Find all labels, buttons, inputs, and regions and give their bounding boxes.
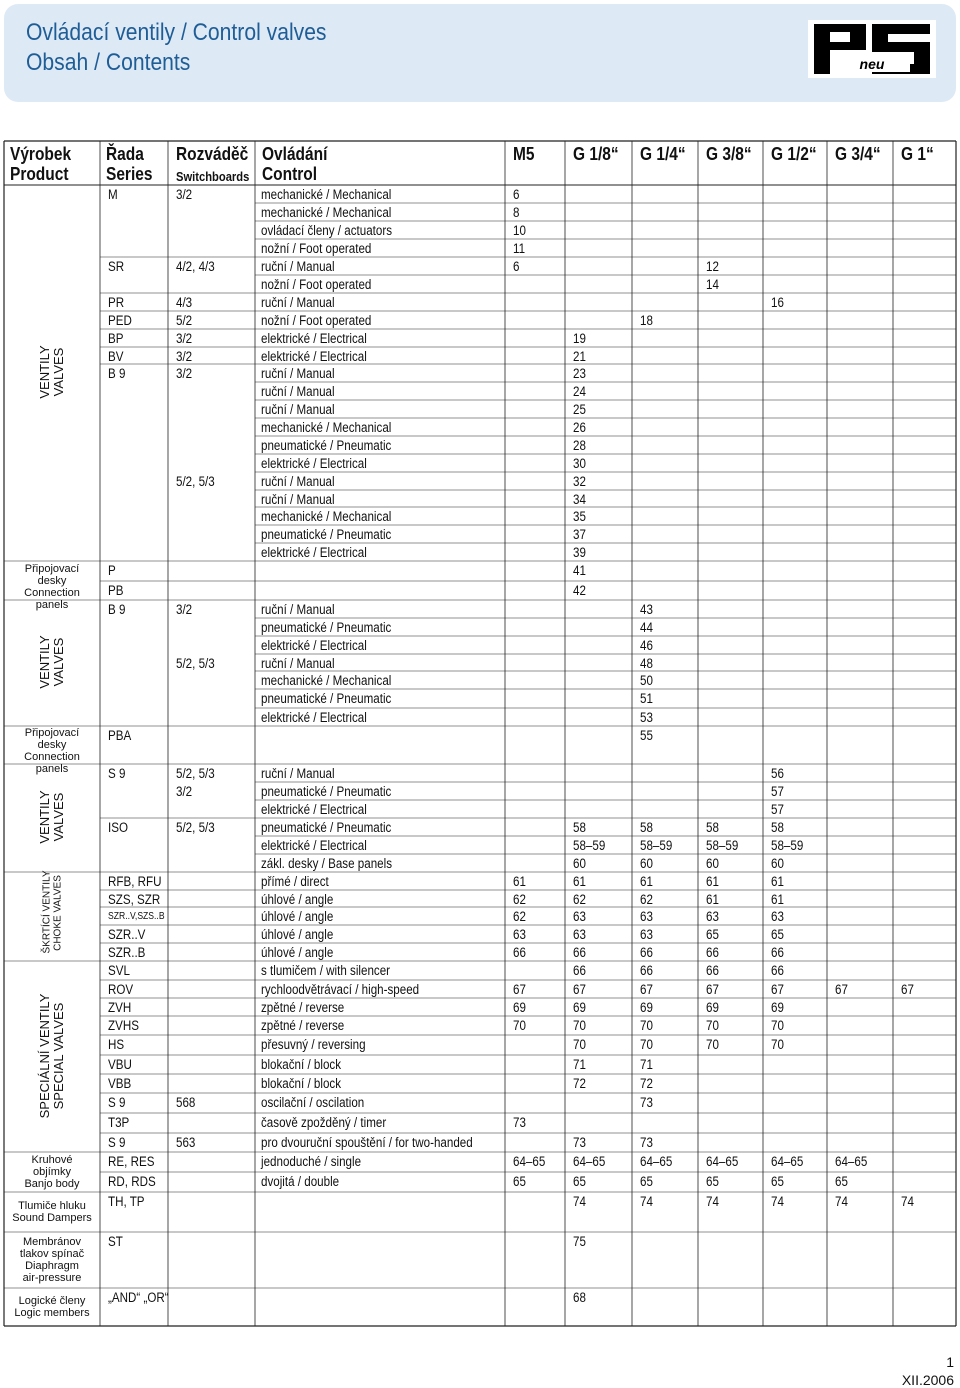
switchboard-cell: 3/2 (176, 187, 193, 202)
series-cell: RE, RES (108, 1154, 155, 1169)
control-cell: zpětné / reverse (261, 1000, 345, 1015)
page-ref: 23 (573, 366, 586, 381)
section-label-line: Logické členy (18, 1295, 86, 1307)
section-label-line: VENTILY (37, 790, 52, 844)
page-ref: 58–59 (640, 838, 673, 853)
control-cell: elektrické / Electrical (261, 456, 367, 471)
control-cell: ruční / Manual (261, 492, 335, 507)
switchboard-cell: 568 (176, 1095, 196, 1110)
series-cell: RD, RDS (108, 1174, 156, 1189)
header-size-6: G 1“ (901, 144, 934, 164)
page-ref: 73 (640, 1135, 653, 1150)
page-ref: 62 (513, 909, 526, 924)
control-cell: ruční / Manual (261, 402, 335, 417)
section-label-line: VENTILY (37, 635, 52, 689)
section-label-line: Připojovací desky (24, 562, 80, 587)
page-ref: 61 (640, 874, 653, 889)
series-cell: PBA (108, 728, 132, 743)
control-cell: blokační / block (261, 1076, 342, 1091)
page-ref: 18 (640, 313, 653, 328)
control-cell: mechanické / Mechanical (261, 187, 392, 202)
page-ref: 70 (573, 1037, 586, 1052)
section-label-line: VALVES (51, 347, 66, 397)
switchboard-cell: 4/2, 4/3 (176, 259, 215, 274)
page-ref: 69 (771, 1000, 784, 1015)
page-ref: 67 (513, 982, 526, 997)
page-ref: 66 (771, 945, 784, 960)
section-label (12, 1236, 92, 1284)
control-cell: ruční / Manual (261, 474, 335, 489)
page-ref: 58 (573, 820, 586, 835)
page-ref: 60 (706, 856, 719, 871)
page-ref: 65 (706, 1174, 719, 1189)
header-control-en: Control (262, 164, 318, 184)
page-ref: 62 (573, 892, 586, 907)
page-number: 1 (946, 1354, 954, 1370)
control-cell: blokační / block (261, 1057, 342, 1072)
series-cell: HS (108, 1037, 125, 1052)
page-ref: 66 (573, 963, 586, 978)
control-cell: pneumatické / Pneumatic (261, 438, 392, 453)
switchboard-cell: 5/2, 5/3 (176, 820, 215, 835)
page-ref: 70 (513, 1018, 526, 1033)
series-cell: BV (108, 349, 124, 364)
page-ref: 72 (640, 1076, 653, 1091)
series-cell: RFB, RFU (108, 874, 162, 889)
page-ref: 73 (573, 1135, 586, 1150)
control-cell: zpětné / reverse (261, 1018, 345, 1033)
series-cell: ZVH (108, 1000, 132, 1015)
section-label-line: Tlumiče hluku (18, 1200, 86, 1212)
series-cell: BP (108, 331, 124, 346)
control-cell: úhlové / angle (261, 945, 334, 960)
control-cell: elektrické / Electrical (261, 638, 367, 653)
page-ref: 61 (573, 874, 586, 889)
page-ref: 61 (771, 874, 784, 889)
page-ref: 19 (573, 331, 586, 346)
page-ref: 66 (573, 945, 586, 960)
control-cell: ruční / Manual (261, 602, 335, 617)
section-label-line: VALVES (51, 792, 66, 842)
switchboard-cell: 3/2 (176, 349, 193, 364)
control-cell: ruční / Manual (261, 366, 335, 381)
control-cell: nožní / Foot operated (261, 313, 372, 328)
control-cell: elektrické / Electrical (261, 545, 367, 560)
page-ref: 64–65 (573, 1154, 606, 1169)
page-ref: 57 (771, 802, 784, 817)
series-cell: SZS, SZR (108, 892, 161, 907)
section-label (38, 282, 66, 462)
page-ref: 37 (573, 527, 586, 542)
header-size-3: G 3/8“ (706, 144, 752, 164)
page-ref: 58 (706, 820, 719, 835)
logo-text: neu (859, 56, 885, 72)
section-label-line: Diaphragm (25, 1260, 79, 1272)
control-cell: ruční / Manual (261, 766, 335, 781)
page-ref: 16 (771, 295, 784, 310)
page-ref: 41 (573, 563, 586, 578)
section-label-line: Připojovací desky (24, 727, 80, 751)
section-label (38, 767, 66, 867)
page-ref: 28 (573, 438, 586, 453)
page-ref: 72 (573, 1076, 586, 1091)
section-label (41, 872, 63, 953)
page-ref: 74 (573, 1194, 586, 1209)
page-ref: 65 (835, 1174, 848, 1189)
section-label-line: Connection (24, 586, 80, 599)
page-ref: 58–59 (706, 838, 739, 853)
page-ref: 65 (771, 927, 784, 942)
control-cell: ruční / Manual (261, 295, 335, 310)
page-ref: 67 (706, 982, 719, 997)
page-ref: 58 (771, 820, 784, 835)
page-ref: 51 (640, 691, 653, 706)
page-ref: 64–65 (835, 1154, 868, 1169)
series-cell: SVL (108, 963, 130, 978)
page-ref: 63 (573, 927, 586, 942)
series-cell: PB (108, 583, 124, 598)
page-ref: 67 (771, 982, 784, 997)
switchboard-cell: 3/2 (176, 366, 193, 381)
control-cell: pneumatické / Pneumatic (261, 820, 392, 835)
control-cell: úhlové / angle (261, 892, 334, 907)
page-ref: 67 (640, 982, 653, 997)
series-cell: B 9 (108, 366, 126, 381)
control-cell: elektrické / Electrical (261, 349, 367, 364)
control-cell: nožní / Foot operated (261, 241, 372, 256)
page-ref: 64–65 (640, 1154, 673, 1169)
section-label (38, 603, 66, 721)
section-label (38, 966, 66, 1146)
page-ref: 62 (640, 892, 653, 907)
control-cell: elektrické / Electrical (261, 802, 367, 817)
header-control: Ovládání (262, 144, 328, 164)
control-cell: jednoduché / single (261, 1154, 362, 1169)
section-label-line: Banjo body (24, 1178, 80, 1190)
series-cell: SR (108, 259, 125, 274)
page-ref: 57 (771, 784, 784, 799)
series-cell: ISO (108, 820, 129, 835)
section-label-line: Logic members (14, 1307, 90, 1319)
control-cell: přímé / direct (261, 874, 329, 889)
edition-date: XII.2006 (901, 1372, 954, 1388)
series-cell: M (108, 187, 118, 202)
header-size-5: G 3/4“ (835, 144, 881, 164)
section-label-line: Membránov (22, 1236, 82, 1248)
header-product: Výrobek (10, 144, 72, 164)
switchboard-cell: 3/2 (176, 602, 193, 617)
series-cell: S 9 (108, 766, 126, 781)
page-ref: 65 (513, 1174, 526, 1189)
page-ref: 60 (573, 856, 586, 871)
series-cell: T3P (108, 1115, 130, 1130)
control-cell: úhlové / angle (261, 927, 334, 942)
page-ref: 32 (573, 474, 586, 489)
section-label-line: tlakov spínač (19, 1248, 85, 1260)
series-cell: ST (108, 1234, 123, 1249)
header-size-1: G 1/8“ (573, 144, 619, 164)
header-size-4: G 1/2“ (771, 144, 817, 164)
page-ref: 62 (513, 892, 526, 907)
control-cell: mechanické / Mechanical (261, 205, 392, 220)
control-cell: mechanické / Mechanical (261, 509, 392, 524)
section-label (12, 1295, 92, 1319)
section-label-line: Kruhové (31, 1154, 73, 1166)
switchboard-cell: 5/2, 5/3 (176, 656, 215, 671)
page-ref: 64–65 (513, 1154, 546, 1169)
page-ref: 34 (573, 492, 586, 507)
control-cell: mechanické / Mechanical (261, 420, 392, 435)
control-cell: ruční / Manual (261, 656, 335, 671)
page-ref: 70 (706, 1037, 719, 1052)
section-label-line: CHOKE VALVES (52, 874, 63, 951)
series-cell: SZR..B (108, 945, 146, 960)
control-cell: ruční / Manual (261, 259, 335, 274)
control-cell: pneumatické / Pneumatic (261, 527, 392, 542)
series-cell: VBU (108, 1057, 132, 1072)
page-ref: 61 (706, 874, 719, 889)
page-ref: 61 (706, 892, 719, 907)
page-ref: 56 (771, 766, 784, 781)
page-ref: 64–65 (706, 1154, 739, 1169)
page-ref: 71 (640, 1057, 653, 1072)
control-cell: dvojitá / double (261, 1174, 340, 1189)
series-cell: TH, TP (108, 1194, 145, 1209)
series-cell: P (108, 563, 116, 578)
control-cell: nožní / Foot operated (261, 277, 372, 292)
page-ref: 74 (901, 1194, 914, 1209)
header-switchboards: Rozváděč (176, 144, 249, 164)
page-ref: 63 (640, 909, 653, 924)
control-cell: mechanické / Mechanical (261, 673, 392, 688)
header-product-en: Product (10, 164, 69, 184)
switchboard-cell: 4/3 (176, 295, 193, 310)
page-ref: 74 (706, 1194, 719, 1209)
page-ref: 70 (640, 1018, 653, 1033)
switchboard-cell: 5/2, 5/3 (176, 474, 215, 489)
series-cell: PED (108, 313, 132, 328)
page-ref: 70 (706, 1018, 719, 1033)
page-ref: 35 (573, 509, 586, 524)
page-ref: 50 (640, 673, 653, 688)
series-cell: „AND“ „OR“ (108, 1290, 169, 1305)
page-ref: 63 (706, 909, 719, 924)
header-size-2: G 1/4“ (640, 144, 686, 164)
control-cell: oscilační / oscilation (261, 1095, 365, 1110)
page-ref: 66 (513, 945, 526, 960)
page-ref: 43 (640, 602, 653, 617)
page-ref: 66 (706, 945, 719, 960)
page-ref: 58 (640, 820, 653, 835)
page-ref: 21 (573, 349, 586, 364)
page-ref: 70 (573, 1018, 586, 1033)
title-line-2: Obsah / Contents (26, 49, 191, 76)
series-cell: SZR..V,SZS..B (108, 911, 165, 922)
section-label (12, 1200, 92, 1224)
page-ref: 14 (706, 277, 719, 292)
section-label-line: VALVES (51, 637, 66, 687)
control-cell: časově zpožděný / timer (261, 1115, 387, 1130)
switchboard-cell: 5/2 (176, 313, 193, 328)
switchboard-cell: 3/2 (176, 784, 193, 799)
section-label-line: air-pressure (22, 1272, 82, 1284)
control-cell: pneumatické / Pneumatic (261, 620, 392, 635)
page-ref: 12 (706, 259, 719, 274)
page-ref: 67 (573, 982, 586, 997)
control-cell: rychloodvětrávací / high-speed (261, 982, 420, 997)
control-cell: elektrické / Electrical (261, 710, 367, 725)
page-ref: 6 (513, 187, 520, 202)
control-cell: s tlumičem / with silencer (261, 963, 391, 978)
page-ref: 39 (573, 545, 586, 560)
section-label-line: SPECIÁLNÍ VENTILY (37, 993, 52, 1118)
page-ref: 69 (640, 1000, 653, 1015)
series-cell: VBB (108, 1076, 132, 1091)
control-cell: ovládací členy / actuators (261, 223, 393, 238)
page-ref: 42 (573, 583, 586, 598)
section-label-line: panels (35, 598, 69, 611)
section-label-line: SPECIAL VALVES (51, 1002, 66, 1109)
section-label-line: VENTILY (37, 345, 52, 399)
page-ref: 70 (771, 1018, 784, 1033)
control-cell: přesuvný / reversing (261, 1037, 366, 1052)
page-ref: 48 (640, 656, 653, 671)
control-cell: pneumatické / Pneumatic (261, 691, 392, 706)
control-cell: pro dvouruční spouštění / for two-handed (261, 1135, 473, 1150)
section-label-line: ŠKRTÍCÍ VENTILY (41, 870, 52, 953)
series-cell: PR (108, 295, 125, 310)
page-ref: 64–65 (771, 1154, 804, 1169)
page-ref: 63 (771, 909, 784, 924)
page-ref: 30 (573, 456, 586, 471)
page-ref: 68 (573, 1290, 586, 1305)
series-cell: B 9 (108, 602, 126, 617)
section-label (12, 1154, 92, 1190)
header-size-0: M5 (513, 144, 535, 164)
page-ref: 65 (640, 1174, 653, 1189)
page-ref: 26 (573, 420, 586, 435)
page-ref: 55 (640, 728, 653, 743)
page-ref: 74 (771, 1194, 784, 1209)
page-ref: 60 (771, 856, 784, 871)
page-ref: 65 (573, 1174, 586, 1189)
header-switchboards-en: Switchboards (176, 169, 250, 184)
page-ref: 61 (513, 874, 526, 889)
page-ref: 69 (573, 1000, 586, 1015)
page-ref: 70 (640, 1037, 653, 1052)
page-ref: 53 (640, 710, 653, 725)
control-cell: úhlové / angle (261, 909, 334, 924)
page-ref: 61 (771, 892, 784, 907)
page-ref: 63 (573, 909, 586, 924)
section-label-line: Sound Dampers (12, 1212, 92, 1224)
control-cell: pneumatické / Pneumatic (261, 784, 392, 799)
switchboard-cell: 563 (176, 1135, 196, 1150)
series-cell: SZR..V (108, 927, 146, 942)
page-ref: 60 (640, 856, 653, 871)
page-ref: 46 (640, 638, 653, 653)
page-ref: 65 (771, 1174, 784, 1189)
page-ref: 71 (573, 1057, 586, 1072)
control-cell: ruční / Manual (261, 384, 335, 399)
control-cell: zákl. desky / Base panels (261, 856, 393, 871)
header-series-en: Series (106, 164, 153, 184)
page-ref: 74 (640, 1194, 653, 1209)
pneu-logo (808, 20, 936, 78)
control-cell: elektrické / Electrical (261, 838, 367, 853)
page-ref: 44 (640, 620, 653, 635)
page-ref: 69 (513, 1000, 526, 1015)
page-ref: 67 (901, 982, 914, 997)
page-ref: 24 (573, 384, 586, 399)
page-ref: 11 (513, 241, 526, 256)
page-ref: 66 (706, 963, 719, 978)
page-ref: 69 (706, 1000, 719, 1015)
section-label-line: objímky (33, 1166, 71, 1178)
page-ref: 58–59 (573, 838, 606, 853)
page-ref: 73 (513, 1115, 526, 1130)
page-ref: 63 (513, 927, 526, 942)
page-ref: 74 (835, 1194, 848, 1209)
page-ref: 8 (513, 205, 520, 220)
page-ref: 10 (513, 223, 526, 238)
header-series: Řada (106, 144, 144, 164)
switchboard-cell: 3/2 (176, 331, 193, 346)
control-cell: elektrické / Electrical (261, 331, 367, 346)
page-title (26, 18, 327, 78)
page-ref: 25 (573, 402, 586, 417)
title-line-1: Ovládací ventily / Control valves (26, 19, 327, 46)
page-ref: 58–59 (771, 838, 804, 853)
series-cell: S 9 (108, 1095, 126, 1110)
page-ref: 66 (771, 963, 784, 978)
series-cell: ZVHS (108, 1018, 139, 1033)
section-label-line: Connection (24, 751, 80, 763)
page-ref: 66 (640, 945, 653, 960)
series-cell: ROV (108, 982, 134, 997)
page-ref: 65 (706, 927, 719, 942)
page-ref: 66 (640, 963, 653, 978)
section-label-line: panels (35, 763, 69, 775)
page-ref: 73 (640, 1095, 653, 1110)
page-ref: 63 (640, 927, 653, 942)
page-ref: 67 (835, 982, 848, 997)
series-cell: S 9 (108, 1135, 126, 1150)
page-ref: 75 (573, 1234, 586, 1249)
switchboard-cell: 5/2, 5/3 (176, 766, 215, 781)
page-ref: 6 (513, 259, 520, 274)
page-ref: 70 (771, 1037, 784, 1052)
